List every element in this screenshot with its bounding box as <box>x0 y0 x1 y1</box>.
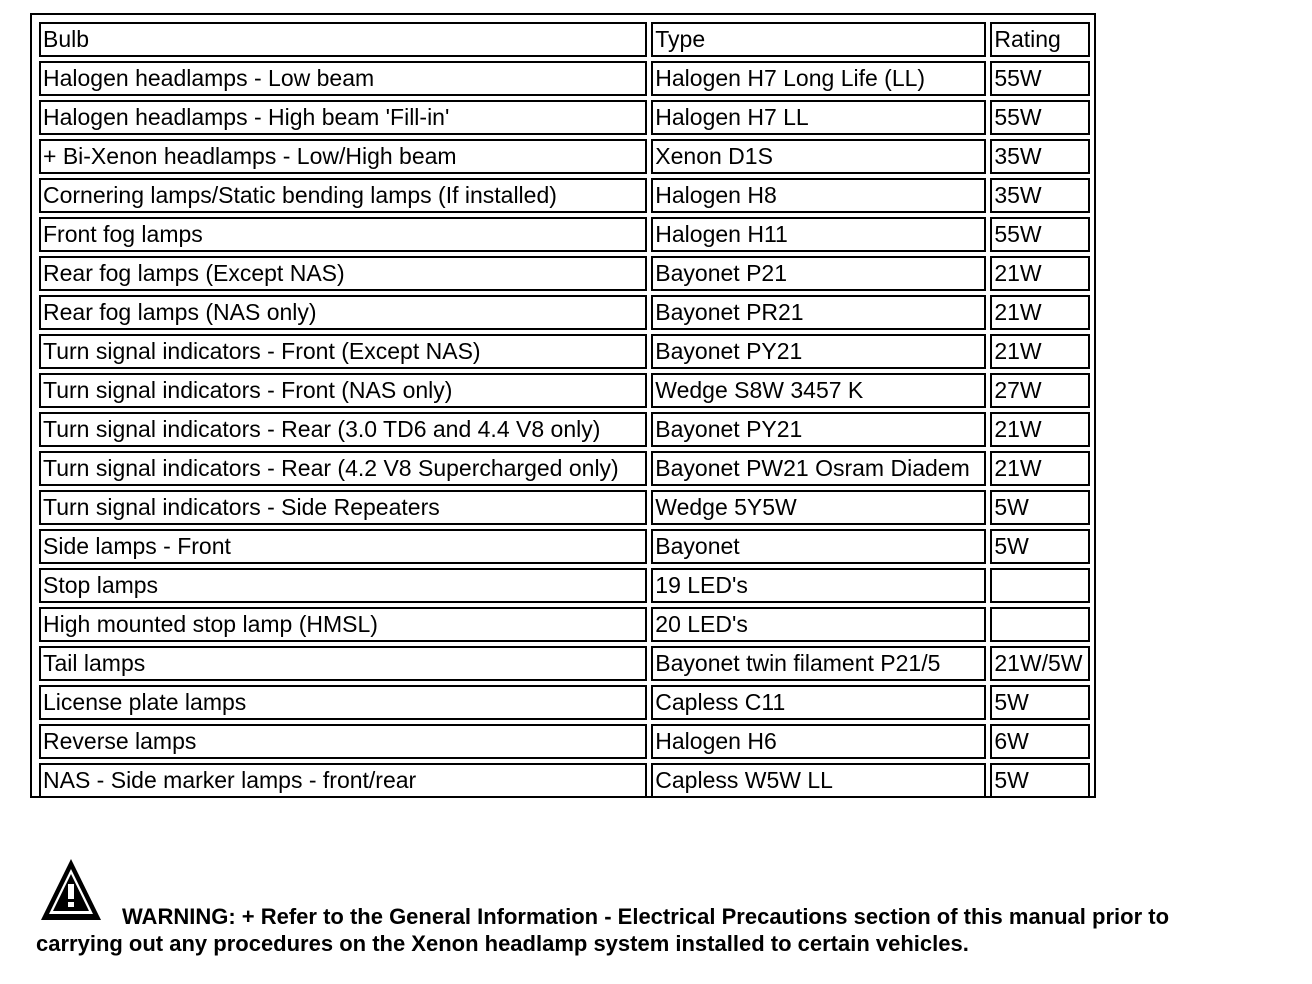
cell-bulb: Halogen headlamps - Low beam <box>39 61 647 96</box>
cell-rating: 35W <box>990 139 1090 174</box>
cell-type: Bayonet P21 <box>651 256 986 291</box>
cell-type: Capless W5W LL <box>651 763 986 798</box>
table-row <box>39 724 1090 759</box>
cell-type: Bayonet twin filament P21/5 <box>651 646 986 681</box>
cell-type: Halogen H8 <box>651 178 986 213</box>
cell-rating <box>990 607 1090 642</box>
cell-rating: 21W <box>990 334 1090 369</box>
cell-bulb: High mounted stop lamp (HMSL) <box>39 607 647 642</box>
cell-bulb: Rear fog lamps (NAS only) <box>39 295 647 330</box>
cell-rating: 21W <box>990 412 1090 447</box>
cell-bulb: Rear fog lamps (Except NAS) <box>39 256 647 291</box>
cell-rating: 21W <box>990 451 1090 486</box>
cell-type: Wedge 5Y5W <box>651 490 986 525</box>
table-row <box>39 139 1090 174</box>
cell-type: Bayonet PY21 <box>651 412 986 447</box>
cell-type: Bayonet PW21 Osram Diadem <box>651 451 986 486</box>
cell-rating: 55W <box>990 61 1090 96</box>
table-body <box>39 61 1090 798</box>
bulb-table-frame <box>30 13 1096 798</box>
cell-type: Bayonet <box>651 529 986 564</box>
cell-type: 20 LED's <box>651 607 986 642</box>
cell-type: Halogen H7 Long Life (LL) <box>651 61 986 96</box>
cell-type: Halogen H7 LL <box>651 100 986 135</box>
cell-bulb: Turn signal indicators - Front (Except NAS) <box>39 334 647 369</box>
table-row <box>39 373 1090 408</box>
table-row <box>39 685 1090 720</box>
table-row <box>39 607 1090 642</box>
table-row <box>39 646 1090 681</box>
cell-rating <box>990 568 1090 603</box>
cell-rating: 5W <box>990 763 1090 798</box>
cell-rating: 35W <box>990 178 1090 213</box>
table-row <box>39 61 1090 96</box>
cell-bulb: Turn signal indicators - Rear (3.0 TD6 and 4.4 V8 only) <box>39 412 647 447</box>
table-row <box>39 763 1090 798</box>
table-row <box>39 100 1090 135</box>
cell-bulb: Stop lamps <box>39 568 647 603</box>
cell-bulb: Side lamps - Front <box>39 529 647 564</box>
cell-rating: 55W <box>990 217 1090 252</box>
warning-triangle-icon <box>38 856 104 924</box>
table-row <box>39 295 1090 330</box>
table-row <box>39 178 1090 213</box>
cell-rating: 55W <box>990 100 1090 135</box>
table-row <box>39 568 1090 603</box>
header-type: Type <box>651 22 986 57</box>
cell-rating: 21W <box>990 295 1090 330</box>
cell-rating: 5W <box>990 490 1090 525</box>
cell-bulb: + Bi-Xenon headlamps - Low/High beam <box>39 139 647 174</box>
cell-bulb: Turn signal indicators - Side Repeaters <box>39 490 647 525</box>
cell-bulb: Turn signal indicators - Front (NAS only) <box>39 373 647 408</box>
cell-type: 19 LED's <box>651 568 986 603</box>
bulb-table <box>35 18 1094 802</box>
cell-bulb: Turn signal indicators - Rear (4.2 V8 Supercharged only) <box>39 451 647 486</box>
cell-type: Xenon D1S <box>651 139 986 174</box>
cell-bulb: Cornering lamps/Static bending lamps (If installed) <box>39 178 647 213</box>
table-row <box>39 451 1090 486</box>
cell-rating: 27W <box>990 373 1090 408</box>
cell-type: Wedge S8W 3457 K <box>651 373 986 408</box>
cell-rating: 6W <box>990 724 1090 759</box>
cell-type: Halogen H6 <box>651 724 986 759</box>
cell-type: Halogen H11 <box>651 217 986 252</box>
table-row <box>39 334 1090 369</box>
table-row <box>39 217 1090 252</box>
cell-bulb: Reverse lamps <box>39 724 647 759</box>
cell-type: Capless C11 <box>651 685 986 720</box>
cell-type: Bayonet PR21 <box>651 295 986 330</box>
cell-rating: 21W <box>990 256 1090 291</box>
table-header-row <box>39 22 1090 57</box>
cell-type: Bayonet PY21 <box>651 334 986 369</box>
cell-rating: 5W <box>990 685 1090 720</box>
table-row <box>39 529 1090 564</box>
warning-text-line-2: carrying out any procedures on the Xenon headlamp system installed to certain vehicles. <box>36 931 969 956</box>
cell-bulb: Tail lamps <box>39 646 647 681</box>
table-row <box>39 412 1090 447</box>
table-row <box>39 490 1090 525</box>
header-rating: Rating <box>990 22 1090 57</box>
table-row <box>39 256 1090 291</box>
warning-text-line-1: WARNING: + Refer to the General Information - Electrical Precautions section of this manual prior to <box>122 904 1170 929</box>
cell-rating: 21W/5W <box>990 646 1090 681</box>
cell-bulb: NAS - Side marker lamps - front/rear <box>39 763 647 798</box>
cell-rating: 5W <box>990 529 1090 564</box>
cell-bulb: Halogen headlamps - High beam 'Fill-in' <box>39 100 647 135</box>
header-bulb: Bulb <box>39 22 647 57</box>
cell-bulb: Front fog lamps <box>39 217 647 252</box>
cell-bulb: License plate lamps <box>39 685 647 720</box>
